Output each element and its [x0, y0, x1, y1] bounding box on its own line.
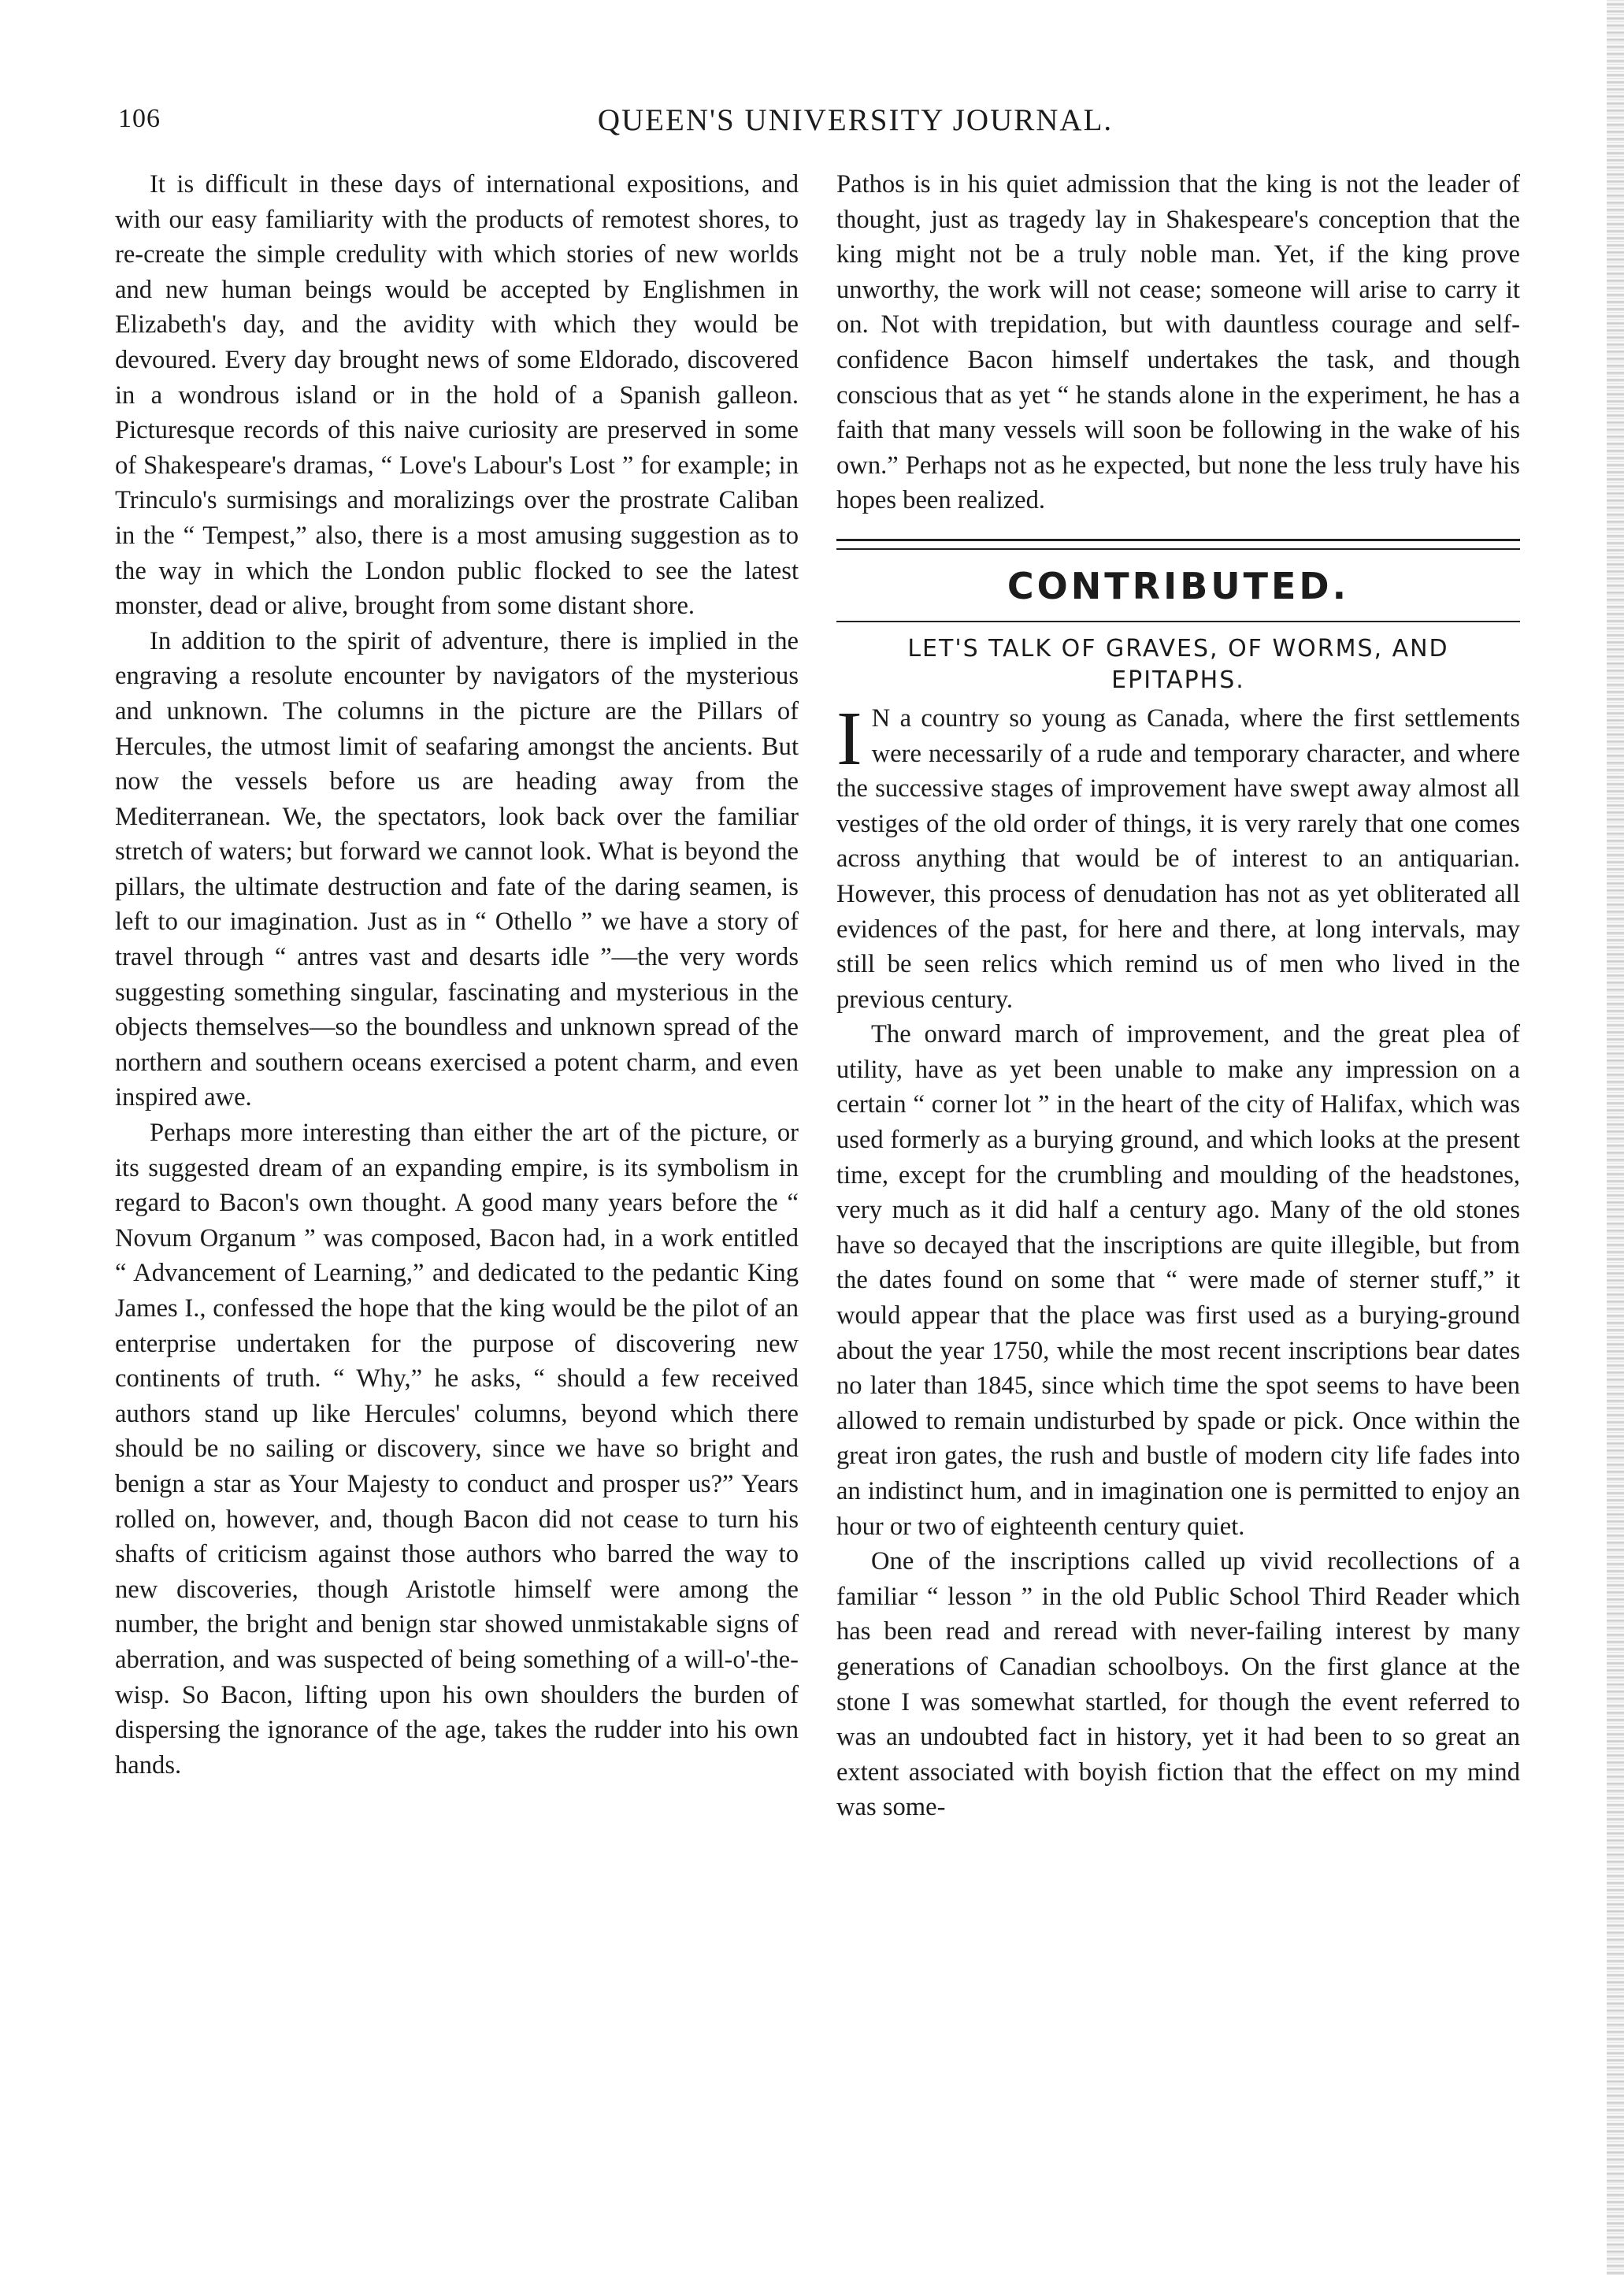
- paragraph: It is difficult in these days of international expositions, and with our easy familiarity with the products of remotest shores, to re-create the simple credulity with which stories of new worlds and new human beings would be accepted by Englishmen in Elizabeth's day, and the avidity with which they would be devoured. Every day brought news of some Eldorado, discovered in a wondrous island or in the hold of a Spanish galleon. Picturesque records of this naive curiosity are preserved in some of Shakespeare's dramas, “ Love's Labour's Lost ” for example; in Trinculo's surmisings and moralizings over the prostrate Caliban in the “ Tempest,” also, there is a most amusing suggestion as to the way in which the London public flocked to see the latest monster, dead or alive, brought from some distant shore.: [115, 170, 799, 621]
- page-number: 106: [118, 104, 161, 133]
- paragraph: The onward march of improvement, and the great plea of utility, have as yet been unable to make any impression on a certain “ corner lot ” in the heart of the city of Halifax, which was used formerly as a burying ground, and which looks at the present time, except for the crumbling and moulding of the headstones, very much as it did half a century ago. Many of the old stones have so decayed that the inscriptions are quite illegible, but from the dates found on some that “ were made of sterner stuff,” it would appear that the place was first used as a burying-ground about the year 1750, while the most recent inscriptions bear dates no later than 1845, since which time the spot seems to have been allowed to remain undisturbed by spade or pick. Once within the great iron gates, the rush and bustle of modern city life fades into an indistinct hum, and in imagination one is permitted to enjoy an hour or two of eighteenth century quiet.: [836, 1020, 1520, 1541]
- paragraph: Perhaps more interesting than either the art of the picture, or its suggested dream of an expanding empire, is its symbolism in regard to Bacon's own thought. A good many years before the “ Novum Organum ” was composed, Bacon had, in a work entitled “ Advancement of Learning,” and dedicated to the pedantic King James I., confessed the hope that the king would be the pilot of an enterprise undertaken for the purpose of discovering new continents of truth. “ Why,” he asks, “ should a few received authors stand up like Hercules' columns, beyond which there should be no sailing or discovery, since we have so bright and benign a star as Your Majesty to conduct and prosper us?” Years rolled on, however, and, though Bacon did not cease to turn his shafts of criticism against those authors who barred the way to new discoveries, though Aristotle himself were among the number, the bright and benign star showed unmistakable signs of aberration, and was suspected of being something of a will-o'-the-wisp. So Bacon, lifting upon his own shoulders the burden of dispersing the ignorance of the age, takes the rudder into his own hands.: [115, 1119, 799, 1780]
- article-title: LET'S TALK OF GRAVES, OF WORMS, AND EPITAPHS.: [907, 634, 1449, 694]
- paragraph: In addition to the spirit of adventure, there is implied in the engraving a resolute encounter by navigators of the mysterious and unknown. The columns in the picture are the Pillars of Hercules, the utmost limit of seafaring amongst the ancients. But now the vessels before us are heading away from the Mediterranean. We, the spectators, look back over the familiar stretch of waters; but forward we cannot look. What is beyond the pillars, the ultimate destruction and fate of the daring seamen, is left to our imagination. Just as in “ Othello ” we have a story of travel through “ antres vast and desarts idle ”—the very words suggesting something singular, fascinating and mysterious in the objects themselves—so the boundless and unknown spread of the northern and southern oceans exercised a potent charm, and even inspired awe.: [115, 626, 799, 1112]
- drop-cap: I: [836, 696, 862, 781]
- scanned-page-edge: [1607, 0, 1624, 2275]
- paragraph-text: N a country so young as Canada, where the first settlements were necessarily of a rude and temporary character, and where the successive stages of improvement have swept away almost all vestiges of the old order of things, it is very rarely that one comes across anything that would be of interest to an antiquarian. However, this process of denudation has not as yet obliterated all evidences of the past, for here and there, at long intervals, may still be seen relics which remind us of men who lived in the previous century.: [836, 703, 1520, 1014]
- double-rule: [836, 539, 1520, 550]
- section-heading: CONTRIBUTED.: [1007, 564, 1350, 607]
- left-column: [115, 167, 799, 1783]
- paragraph: One of the inscriptions called up vivid recollections of a familiar “ lesson ” in the old Public School Third Reader which has been read and reread with never-failing interest by many generations of Canadian schoolboys. On the first glance at the stone I was somewhat startled, for though the event referred to was an undoubted fact in history, yet it had been to so great an extent associated with boyish fiction that the effect on my mind was some-: [836, 1547, 1520, 1822]
- divider: [836, 621, 1520, 622]
- continued-paragraph: Pathos is in his quiet admission that the king is not the leader of thought, just as tragedy lay in Shakespeare's conception that the king might not be a truly noble man. Yet, if the king prove unworthy, the work will not cease; someone will arise to carry it on. Not with trepidation, but with dauntless courage and self-confidence Bacon himself undertakes the task, and though conscious that as yet “ he stands alone in the experiment, he has a faith that many vessels will soon be following in the wake of his own.” Perhaps not as he expected, but none the less truly have his hopes been realized.: [836, 170, 1520, 515]
- running-title: QUEEN'S UNIVERSITY JOURNAL.: [597, 103, 1114, 137]
- opening-paragraph: [836, 696, 1520, 1017]
- right-column: [836, 167, 1520, 1825]
